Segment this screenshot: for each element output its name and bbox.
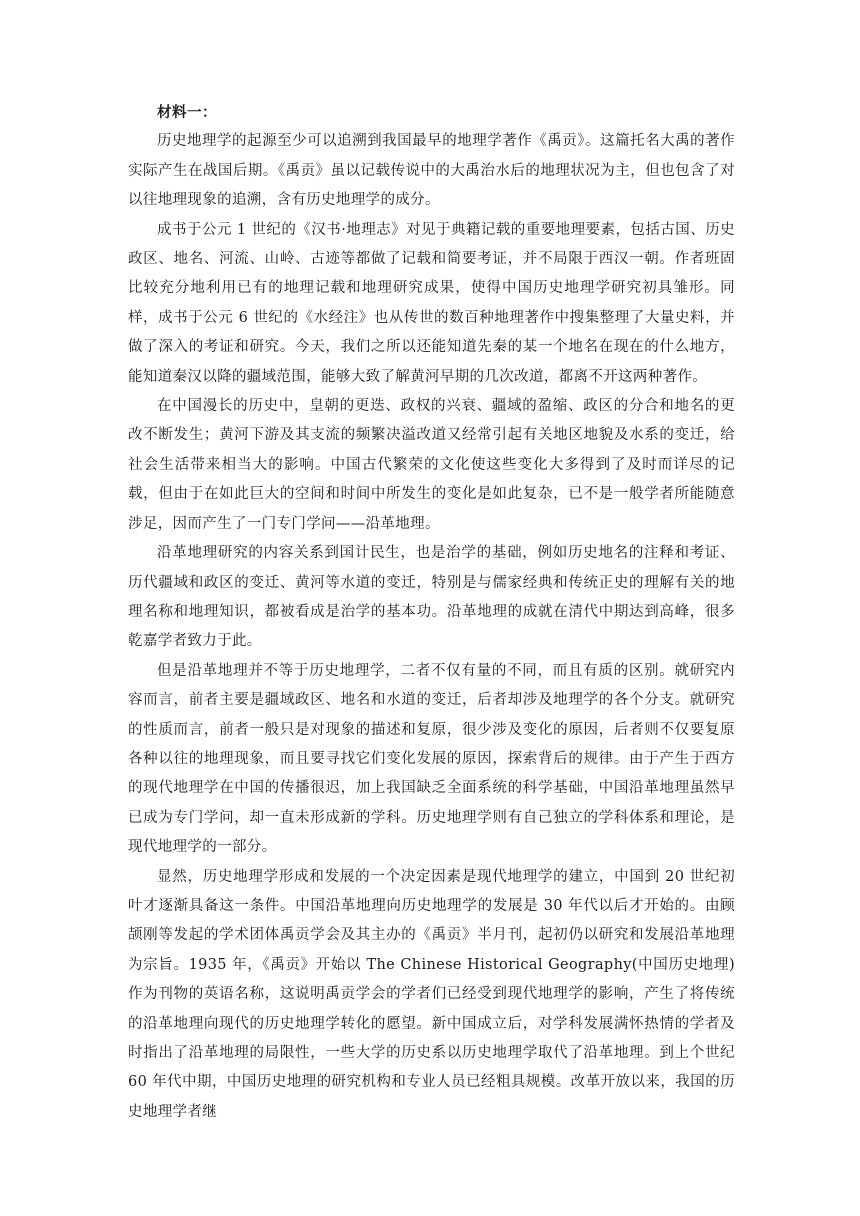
paragraph-1: 历史地理学的起源至少可以追溯到我国最早的地理学著作《禹贡》。这篇托名大禹的著作实际产生在战国后期。《禹贡》虽以记载传说中的大禹治水后的地理状况为主，但也包含了对以往地理现象的追溯，含有历史地理学的成分。 [128,133,735,209]
paragraph-5: 但是沿革地理并不等于历史地理学，二者不仅有量的不同，而且有质的区别。就研究内容而言，前者主要是疆域政区、地名和水道的变迁，后者却涉及地理学的各个分支。就研究的性质而言，前者一般只是对现象的描述和复原，很少涉及变化的原因，后者则不仅要复原各种以往的地理现象，而且要寻找它们变化发展的原因，探索背后的规律。由于产生于西方的现代地理学在中国的传播很迟，加上我国缺乏全面系统的科学基础，中国沿革地理虽然早已成为专门学问，却一直未形成新的学科。历史地理学则有自己独立的学科体系和理论，是现代地理学的一部分。 [128,662,735,856]
paragraph-4: 沿革地理研究的内容关系到国计民生，也是治学的基础，例如历史地名的注释和考证、历代疆域和政区的变迁、黄河等水道的变迁，特别是与儒家经典和传统正史的理解有关的地理名称和地理知识，都被看成是治学的基本功。沿革地理的成就在清代中期达到高峰，很多乾嘉学者致力于此。 [128,545,735,650]
paragraph-6: 显然，历史地理学形成和发展的一个决定因素是现代地理学的建立，中国到 20 世纪初叶才逐渐具备这一条件。中国沿革地理向历史地理学的发展是 30 年代以后才开始的。由顾颉刚等发起的学术团体禹贡学会及其主办的《禹贡》半月刊，起初仍以研究和发展沿革地理为宗旨。1935 年，《禹贡》开始以 The Chinese Historical Geography(中国历史地理)作为刊物的英语名称，这说明禹贡学会的学者们已经受到现代地理学的影响，产生了将传统的沿革地理向现代的历史地理学转化的愿望。新中国成立后，对学科发展满怀热情的学者及时指出了沿革地理的局限性，一些大学的历史系以历史地理学取代了沿革地理。到上个世纪 60 年代中期，中国历史地理的研究机构和专业人员已经粗具规模。改革开放以来，我国的历史地理学者继 [128,868,735,1120]
section-heading: 材料一： [157,104,217,121]
document-page [128,98,735,1127]
paragraph-3: 在中国漫长的历史中，皇朝的更迭、政权的兴衰、疆域的盈缩、政区的分合和地名的更改不断发生；黄河下游及其支流的频繁决溢改道又经常引起有关地区地貌及水系的变迁，给社会生活带来相当大的影响。中国古代繁荣的文化使这些变化大多得到了及时而详尽的记载，但由于在如此巨大的空间和时间中所发生的变化是如此复杂，已不是一般学者所能随意涉足，因而产生了一门专门学问——沿革地理。 [128,398,735,532]
paragraph-2: 成书于公元 1 世纪的《汉书·地理志》对见于典籍记载的重要地理要素，包括古国、历史政区、地名、河流、山岭、古迹等都做了记载和简要考证，并不局限于西汉一朝。作者班固比较充分地利用已有的地理记载和地理研究成果，使得中国历史地理学研究初具雏形。同样，成书于公元 6 世纪的《水经注》也从传世的数百种地理著作中搜集整理了大量史料，并做了深入的考证和研究。今天，我们之所以还能知道先秦的某一个地名在现在的什么地方，能知道秦汉以降的疆域范围，能够大致了解黄河早期的几次改道，都离不开这两种著作。 [128,221,735,385]
